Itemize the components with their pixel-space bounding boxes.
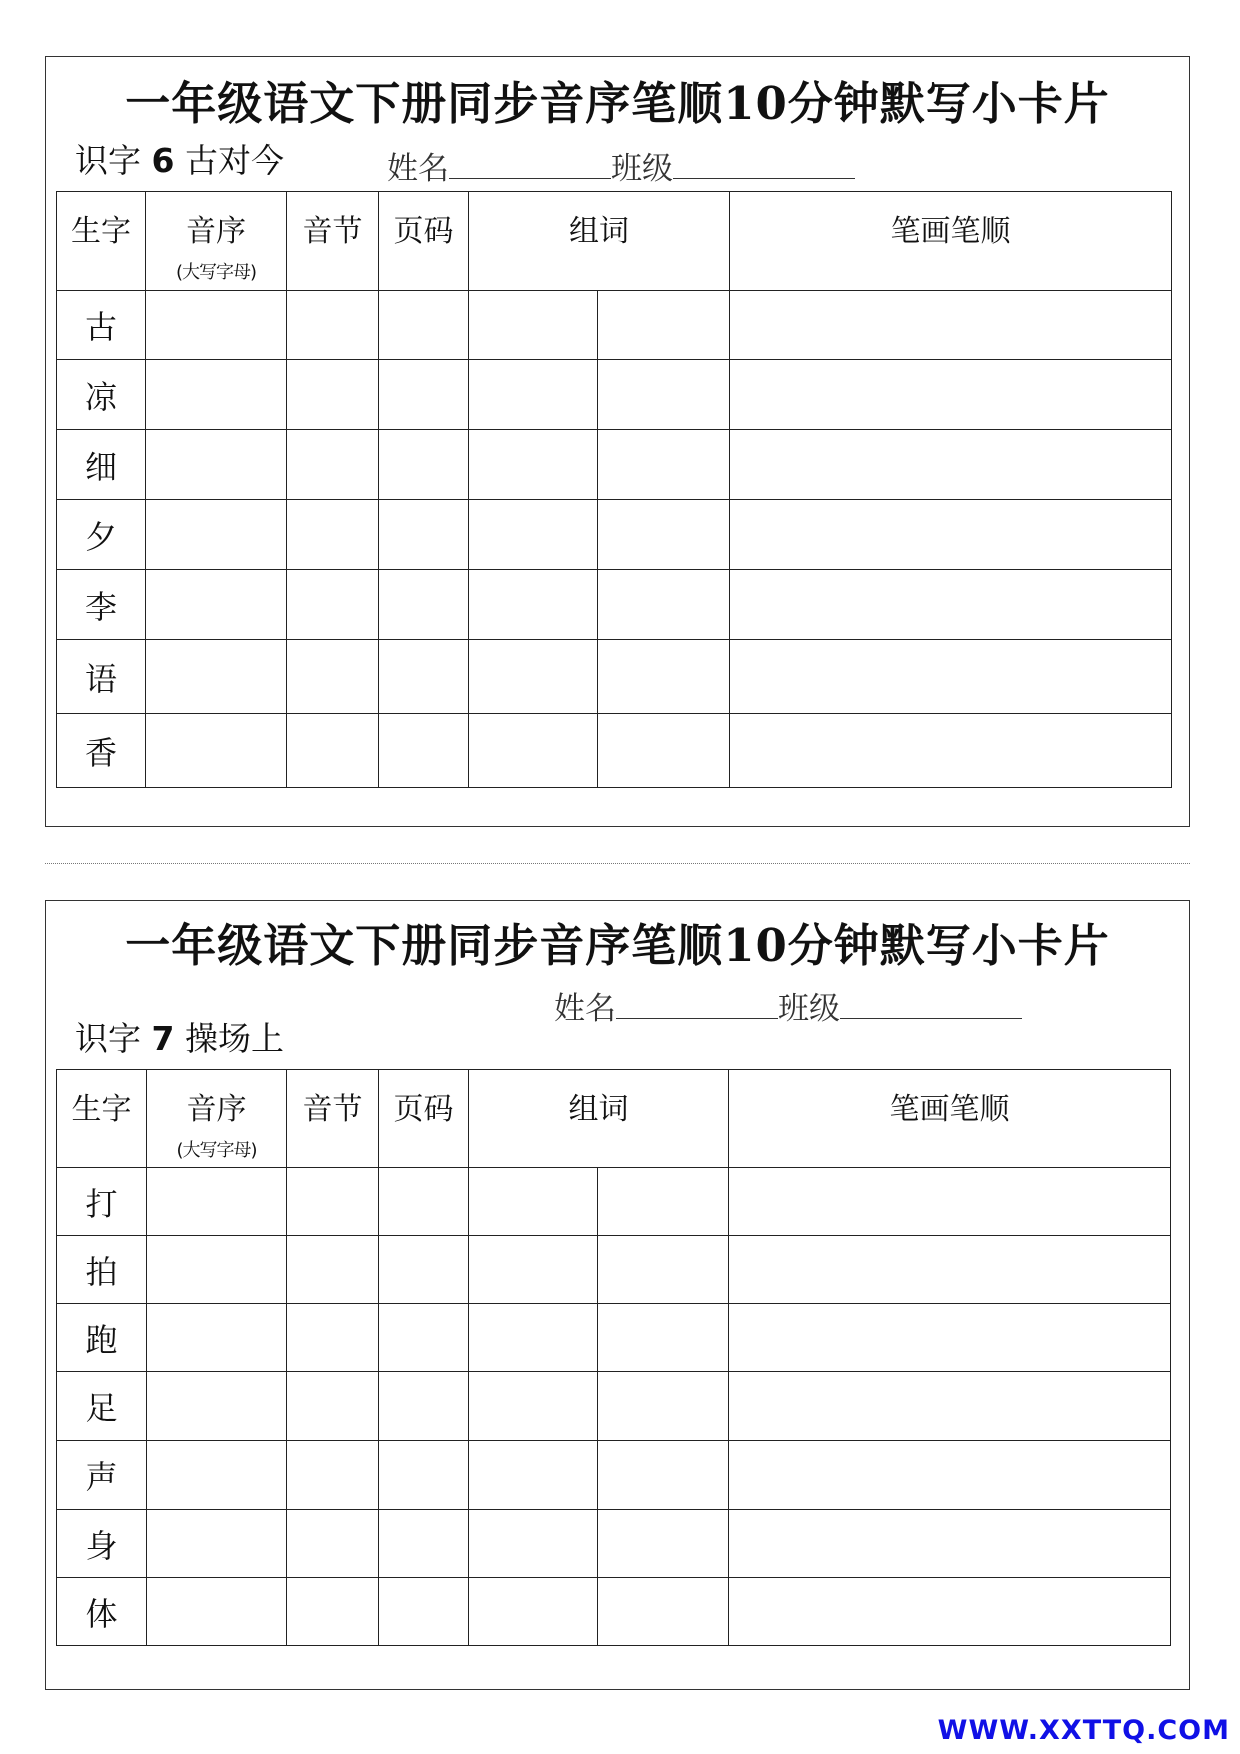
table-row [57, 1372, 1171, 1441]
dictation-card-2 [45, 900, 1190, 1690]
name-field[interactable] [616, 992, 778, 1019]
strokes-cell[interactable] [730, 714, 1172, 788]
character-cell: 跑 [57, 1304, 147, 1372]
page-cell[interactable] [379, 570, 469, 640]
word-cell[interactable] [598, 1236, 729, 1304]
word-cell[interactable] [598, 1168, 729, 1236]
word-cell[interactable] [598, 291, 730, 360]
page-cell[interactable] [379, 500, 469, 570]
card-title: 一年级语文下册同步音序笔顺10分钟默写小卡片 [125, 77, 1110, 130]
table-row [57, 1510, 1171, 1578]
order-cell[interactable] [147, 1510, 287, 1578]
table-row [57, 1304, 1171, 1372]
character-cell: 足 [57, 1372, 147, 1441]
word-cell[interactable] [469, 360, 598, 430]
page-cell[interactable] [379, 640, 469, 714]
strokes-cell[interactable] [730, 640, 1172, 714]
table-row [57, 500, 1172, 570]
order-cell[interactable] [146, 640, 287, 714]
character-table [56, 191, 1172, 788]
header-page: 页码 [379, 192, 469, 291]
page-cell[interactable] [379, 1441, 469, 1510]
word-cell[interactable] [598, 1578, 729, 1646]
header-words: 组词 [469, 1070, 729, 1168]
syllable-cell[interactable] [287, 1441, 379, 1510]
class-field[interactable] [840, 992, 1022, 1019]
header-strokes: 笔画笔顺 [729, 1070, 1171, 1168]
class-field[interactable] [673, 152, 855, 179]
page-cell[interactable] [379, 1578, 469, 1646]
table-row [57, 291, 1172, 360]
strokes-cell[interactable] [729, 1236, 1171, 1304]
lesson-prefix: 识字 [75, 1019, 141, 1058]
word-cell[interactable] [598, 1372, 729, 1441]
order-cell[interactable] [147, 1304, 287, 1372]
lesson-number: 7 [151, 1019, 175, 1058]
word-cell[interactable] [598, 360, 730, 430]
header-syllable: 音节 [287, 192, 379, 291]
syllable-cell[interactable] [287, 1304, 379, 1372]
name-class-line [554, 983, 1022, 1028]
word-cell[interactable] [469, 714, 598, 788]
lesson-number: 6 [151, 141, 175, 180]
header-order-label: 音序 [186, 1092, 247, 1127]
syllable-cell[interactable] [287, 1236, 379, 1304]
character-cell: 夕 [57, 500, 146, 570]
character-cell: 拍 [57, 1236, 147, 1304]
order-cell[interactable] [146, 360, 287, 430]
strokes-cell[interactable] [729, 1510, 1171, 1578]
name-label: 姓名 [554, 991, 616, 1027]
page-cell[interactable] [379, 1236, 469, 1304]
header-words: 组词 [469, 192, 730, 291]
strokes-cell[interactable] [729, 1578, 1171, 1646]
strokes-cell[interactable] [730, 291, 1172, 360]
class-label: 班级 [778, 991, 840, 1027]
table-row [57, 640, 1172, 714]
word-cell[interactable] [469, 1168, 598, 1236]
table-row [57, 1168, 1171, 1236]
card-title: 一年级语文下册同步音序笔顺10分钟默写小卡片 [125, 919, 1110, 972]
character-cell: 身 [57, 1510, 147, 1578]
character-cell: 香 [57, 714, 146, 788]
character-table [56, 1069, 1171, 1646]
table-row [57, 1236, 1171, 1304]
strokes-cell[interactable] [730, 360, 1172, 430]
header-order [147, 1070, 287, 1168]
order-cell[interactable] [147, 1578, 287, 1646]
word-cell[interactable] [598, 1304, 729, 1372]
table-row [57, 714, 1172, 788]
page-cell[interactable] [379, 1168, 469, 1236]
character-cell: 语 [57, 640, 146, 714]
header-page: 页码 [379, 1070, 469, 1168]
word-cell[interactable] [469, 1372, 598, 1441]
header-row [57, 192, 1172, 291]
syllable-cell[interactable] [287, 1168, 379, 1236]
strokes-cell[interactable] [729, 1168, 1171, 1236]
syllable-cell[interactable] [287, 360, 379, 430]
word-cell[interactable] [469, 500, 598, 570]
strokes-cell[interactable] [729, 1304, 1171, 1372]
lesson-heading [75, 135, 284, 182]
strokes-cell[interactable] [730, 430, 1172, 500]
syllable-cell[interactable] [287, 640, 379, 714]
word-cell[interactable] [598, 1441, 729, 1510]
site-watermark: WWW.XXTTQ.COM [937, 1715, 1230, 1746]
word-cell[interactable] [469, 1578, 598, 1646]
order-cell[interactable] [146, 291, 287, 360]
character-cell: 打 [57, 1168, 147, 1236]
syllable-cell[interactable] [287, 714, 379, 788]
word-cell[interactable] [469, 430, 598, 500]
syllable-cell[interactable] [287, 1578, 379, 1646]
word-cell[interactable] [469, 1441, 598, 1510]
lesson-name: 古对今 [184, 141, 284, 180]
page-cell[interactable] [379, 714, 469, 788]
word-cell[interactable] [469, 291, 598, 360]
syllable-cell[interactable] [287, 1510, 379, 1578]
table-row [57, 430, 1172, 500]
name-field[interactable] [449, 152, 611, 179]
order-cell[interactable] [147, 1168, 287, 1236]
character-cell: 声 [57, 1441, 147, 1510]
syllable-cell[interactable] [287, 1372, 379, 1441]
header-order-note: (大写字母) [175, 262, 257, 283]
header-char: 生字 [57, 192, 146, 291]
word-cell[interactable] [598, 500, 730, 570]
character-cell: 凉 [57, 360, 146, 430]
word-cell[interactable] [598, 640, 730, 714]
word-cell[interactable] [598, 1510, 729, 1578]
word-cell[interactable] [598, 570, 730, 640]
name-label: 姓名 [387, 151, 449, 187]
page-cell[interactable] [379, 1372, 469, 1441]
page-cell[interactable] [379, 360, 469, 430]
word-cell[interactable] [469, 640, 598, 714]
word-cell[interactable] [598, 430, 730, 500]
strokes-cell[interactable] [729, 1441, 1171, 1510]
order-cell[interactable] [146, 570, 287, 640]
syllable-cell[interactable] [287, 291, 379, 360]
page-cell[interactable] [379, 1510, 469, 1578]
word-cell[interactable] [469, 1236, 598, 1304]
character-cell: 体 [57, 1578, 147, 1646]
strokes-cell[interactable] [729, 1372, 1171, 1441]
strokes-cell[interactable] [730, 570, 1172, 640]
character-cell: 李 [57, 570, 146, 640]
table-row [57, 570, 1172, 640]
table-row [57, 1578, 1171, 1646]
page-cell[interactable] [379, 291, 469, 360]
word-cell[interactable] [469, 570, 598, 640]
lesson-heading [75, 1013, 284, 1060]
lesson-name: 操场上 [184, 1019, 284, 1058]
header-order [146, 192, 287, 291]
header-strokes: 笔画笔顺 [730, 192, 1172, 291]
character-cell: 古 [57, 291, 146, 360]
header-order-note: (大写字母) [176, 1140, 257, 1161]
order-cell[interactable] [147, 1236, 287, 1304]
header-char: 生字 [57, 1070, 147, 1168]
strokes-cell[interactable] [730, 500, 1172, 570]
page-cell[interactable] [379, 430, 469, 500]
word-cell[interactable] [469, 1304, 598, 1372]
table-row [57, 360, 1172, 430]
header-syllable: 音节 [287, 1070, 379, 1168]
character-cell: 细 [57, 430, 146, 500]
table-row [57, 1441, 1171, 1510]
order-cell[interactable] [147, 1441, 287, 1510]
cut-line-divider [45, 863, 1190, 864]
syllable-cell[interactable] [287, 570, 379, 640]
word-cell[interactable] [469, 1510, 598, 1578]
syllable-cell[interactable] [287, 500, 379, 570]
order-cell[interactable] [146, 500, 287, 570]
lesson-prefix: 识字 [75, 141, 141, 180]
order-cell[interactable] [146, 714, 287, 788]
order-cell[interactable] [146, 430, 287, 500]
page-cell[interactable] [379, 1304, 469, 1372]
order-cell[interactable] [147, 1372, 287, 1441]
header-row [57, 1070, 1171, 1168]
syllable-cell[interactable] [287, 430, 379, 500]
dictation-card-1 [45, 56, 1190, 827]
word-cell[interactable] [598, 714, 730, 788]
class-label: 班级 [611, 151, 673, 187]
header-order-label: 音序 [186, 214, 246, 249]
name-class-line [387, 143, 855, 188]
